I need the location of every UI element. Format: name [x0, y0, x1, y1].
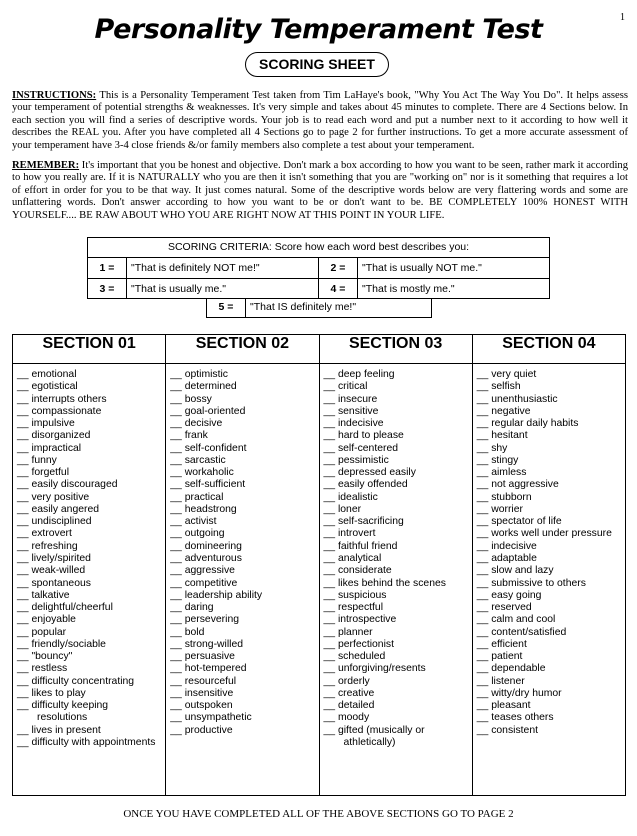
- section-title: SECTION 03: [320, 335, 472, 364]
- score-word-item[interactable]: __ sarcastic: [170, 455, 318, 467]
- score-word-item[interactable]: __ goal-oriented: [170, 406, 318, 418]
- score-word-item[interactable]: __ witty/dry humor: [477, 688, 625, 700]
- score-word-item[interactable]: __ efficient: [477, 639, 625, 651]
- score-word-item[interactable]: __ indecisive: [477, 541, 625, 553]
- score-word-item[interactable]: __ reserved: [477, 602, 625, 614]
- score-word-item[interactable]: __ self-sufficient: [170, 479, 318, 491]
- score-word-item[interactable]: __ weak-willed: [17, 565, 165, 577]
- score-word-item[interactable]: __ content/satisfied: [477, 627, 625, 639]
- score-word-item[interactable]: __ patient: [477, 651, 625, 663]
- criteria-item: [318, 279, 549, 299]
- score-word-item[interactable]: __ self-centered: [324, 443, 472, 455]
- score-word-item[interactable]: __ bossy: [170, 394, 318, 406]
- score-word-item[interactable]: __ undisciplined: [17, 516, 165, 528]
- score-word-item[interactable]: __ emotional: [17, 369, 165, 381]
- score-word-item[interactable]: __ sensitive: [324, 406, 472, 418]
- score-word-item[interactable]: __ teases others: [477, 712, 625, 724]
- criteria-item: [88, 279, 318, 299]
- score-word-item[interactable]: __ frank: [170, 430, 318, 442]
- score-word-item[interactable]: __ egotistical: [17, 381, 165, 393]
- score-word-item[interactable]: __ idealistic: [324, 492, 472, 504]
- score-word-item[interactable]: __ practical: [170, 492, 318, 504]
- score-word-item[interactable]: __ selfish: [477, 381, 625, 393]
- score-word-item[interactable]: __ worrier: [477, 504, 625, 516]
- score-word-item[interactable]: __ adaptable: [477, 553, 625, 565]
- score-word-item[interactable]: __ respectful: [324, 602, 472, 614]
- score-word-item[interactable]: __ enjoyable: [17, 614, 165, 626]
- score-word-continuation: resolutions: [37, 712, 88, 724]
- word-list: [13, 364, 165, 749]
- score-word-item[interactable]: __ bold: [170, 627, 318, 639]
- score-word-item[interactable]: __ spontaneous: [17, 578, 165, 590]
- score-word-item[interactable]: __ aggressive: [170, 565, 318, 577]
- section-02: [165, 335, 318, 795]
- score-word-item[interactable]: __ self-confident: [170, 443, 318, 455]
- score-word-item[interactable]: __ competitive: [170, 578, 318, 590]
- criteria-number: 1 =: [88, 258, 127, 278]
- score-word-item[interactable]: __ moody: [324, 712, 472, 724]
- score-word-item[interactable]: __ strong-willed: [170, 639, 318, 651]
- section-title: SECTION 01: [13, 335, 165, 364]
- score-word-item[interactable]: __ forgetful: [17, 467, 165, 479]
- word-list: [166, 364, 318, 737]
- instructions-paragraph: [12, 90, 628, 152]
- word-list: [320, 364, 472, 749]
- score-word-item[interactable]: __ productive: [170, 725, 318, 737]
- section-title: SECTION 04: [473, 335, 625, 364]
- score-word-item[interactable]: __ considerate: [324, 565, 472, 577]
- instructions-text: This is a Personality Temperament Test taken from Tim LaHaye's book, "Why You Act The Way You Do". It helps assess your temperament of potential strengths & weaknesses. It's very simple and takes about 45 minutes to complete. There are 4 Sections below. In each section you will find a series of descriptive words. Your job is to read each word and put a number next to it according to how well it describes the REAL you. After you have completed all 4 Sections go to page 2 for further instructions. To get a more accurate assessment of your temperament have 3-4 close friends &/or family members also complete a test about your temperament.: [12, 90, 628, 151]
- section-03: [319, 335, 472, 795]
- score-word-item[interactable]: __ calm and cool: [477, 614, 625, 626]
- score-word-item[interactable]: __ restless: [17, 663, 165, 675]
- criteria-text: "That is mostly me.": [362, 283, 455, 295]
- score-word-item[interactable]: __ stubborn: [477, 492, 625, 504]
- instructions-label: INSTRUCTIONS:: [12, 90, 97, 101]
- scoring-sheet-badge: SCORING SHEET: [245, 52, 389, 77]
- footer-note: ONCE YOU HAVE COMPLETED ALL OF THE ABOVE SECTIONS GO TO PAGE 2: [123, 808, 514, 820]
- score-word-item[interactable]: __ adventurous: [170, 553, 318, 565]
- score-word-item[interactable]: __ unsympathetic: [170, 712, 318, 724]
- score-word-item[interactable]: __ optimistic: [170, 369, 318, 381]
- score-word-item[interactable]: __ aimless: [477, 467, 625, 479]
- score-word-item[interactable]: __ planner: [324, 627, 472, 639]
- score-word-item[interactable]: __ hesitant: [477, 430, 625, 442]
- score-word-item[interactable]: __ unforgiving/resents: [324, 663, 472, 675]
- score-word-item[interactable]: __ faithful friend: [324, 541, 472, 553]
- score-word-item[interactable]: __ popular: [17, 627, 165, 639]
- score-word-item[interactable]: __ "bouncy": [17, 651, 165, 663]
- score-word-item[interactable]: __ lives in present: [17, 725, 165, 737]
- score-word-item[interactable]: __ easily angered: [17, 504, 165, 516]
- score-word-item[interactable]: __ domineering: [170, 541, 318, 553]
- criteria-text: "That is usually me.": [131, 283, 226, 295]
- score-word-item[interactable]: __ difficulty with appointments: [17, 737, 165, 749]
- score-word-item[interactable]: __ determined: [170, 381, 318, 393]
- score-word-item[interactable]: __ headstrong: [170, 504, 318, 516]
- score-word-item[interactable]: __ shy: [477, 443, 625, 455]
- score-word-item[interactable]: __ creative: [324, 688, 472, 700]
- criteria-row: [88, 258, 549, 279]
- criteria-item: [206, 298, 432, 318]
- remember-paragraph: [12, 160, 628, 222]
- score-word-item[interactable]: __ delightful/cheerful: [17, 602, 165, 614]
- criteria-text: "That is definitely NOT me!": [131, 262, 260, 274]
- score-word-item[interactable]: __ hard to please: [324, 430, 472, 442]
- score-word-item[interactable]: __ interrupts others: [17, 394, 165, 406]
- score-word-item[interactable]: __ friendly/sociable: [17, 639, 165, 651]
- criteria-number: 3 =: [88, 279, 127, 299]
- score-word-item[interactable]: __ difficulty keeping: [17, 700, 165, 712]
- score-word-item[interactable]: __ slow and lazy: [477, 565, 625, 577]
- score-word-item[interactable]: __ loner: [324, 504, 472, 516]
- criteria-item: [318, 258, 549, 278]
- remember-label: REMEMBER:: [12, 160, 80, 171]
- section-01: [13, 335, 165, 795]
- score-word-item[interactable]: __ outgoing: [170, 528, 318, 540]
- criteria-item: [88, 258, 318, 278]
- score-word-item[interactable]: __ very quiet: [477, 369, 625, 381]
- score-word-item[interactable]: __ compassionate: [17, 406, 165, 418]
- score-word-item[interactable]: __ activist: [170, 516, 318, 528]
- score-word-item[interactable]: __ critical: [324, 381, 472, 393]
- score-word-item[interactable]: __ easily discouraged: [17, 479, 165, 491]
- score-word-item[interactable]: __ introvert: [324, 528, 472, 540]
- section-title: SECTION 02: [166, 335, 318, 364]
- score-word-item[interactable]: __ gifted (musically or: [324, 725, 472, 737]
- score-word-item[interactable]: __ persevering: [170, 614, 318, 626]
- score-word-item[interactable]: __ talkative: [17, 590, 165, 602]
- scoring-criteria-table: [87, 237, 550, 299]
- score-word-item[interactable]: __ insensitive: [170, 688, 318, 700]
- criteria-text: "That IS definitely me!": [250, 301, 357, 313]
- score-word-item[interactable]: __ easy going: [477, 590, 625, 602]
- page-title: Personality Temperament Test: [94, 14, 543, 45]
- score-word-item[interactable]: __ listener: [477, 676, 625, 688]
- score-word-item[interactable]: __ not aggressive: [477, 479, 625, 491]
- score-word-item[interactable]: __ spectator of life: [477, 516, 625, 528]
- score-word-item[interactable]: __ analytical: [324, 553, 472, 565]
- score-word-item[interactable]: __ suspicious: [324, 590, 472, 602]
- score-word-item[interactable]: __ leadership ability: [170, 590, 318, 602]
- score-word-item[interactable]: __ deep feeling: [324, 369, 472, 381]
- score-word-item[interactable]: __ workaholic: [170, 467, 318, 479]
- score-word-item[interactable]: __ unenthusiastic: [477, 394, 625, 406]
- score-word-item[interactable]: __ indecisive: [324, 418, 472, 430]
- score-word-item[interactable]: __ negative: [477, 406, 625, 418]
- score-word-item[interactable]: __ impulsive: [17, 418, 165, 430]
- section-04: [472, 335, 625, 795]
- score-word-item[interactable]: __ easily offended: [324, 479, 472, 491]
- criteria-number: 4 =: [319, 279, 358, 299]
- score-word-item[interactable]: __ depressed easily: [324, 467, 472, 479]
- score-word-item[interactable]: __ pleasant: [477, 700, 625, 712]
- score-word-item[interactable]: __ funny: [17, 455, 165, 467]
- score-word-item[interactable]: __ scheduled: [324, 651, 472, 663]
- scoring-criteria-heading: SCORING CRITERIA: Score how each word best describes you:: [88, 238, 549, 258]
- score-word-item[interactable]: __ insecure: [324, 394, 472, 406]
- score-word-item[interactable]: __ hot-tempered: [170, 663, 318, 675]
- score-word-item[interactable]: __ perfectionist: [324, 639, 472, 651]
- score-word-item[interactable]: __ refreshing: [17, 541, 165, 553]
- score-word-item[interactable]: __ submissive to others: [477, 578, 625, 590]
- score-word-item[interactable]: __ works well under pressure: [477, 528, 625, 540]
- score-word-item[interactable]: __ impractical: [17, 443, 165, 455]
- score-word-item[interactable]: __ consistent: [477, 725, 625, 737]
- score-word-item[interactable]: __ pessimistic: [324, 455, 472, 467]
- word-list: [473, 364, 625, 737]
- score-word-item[interactable]: __ dependable: [477, 663, 625, 675]
- score-word-item[interactable]: __ persuasive: [170, 651, 318, 663]
- score-word-item[interactable]: __ introspective: [324, 614, 472, 626]
- score-word-item[interactable]: __ very positive: [17, 492, 165, 504]
- criteria-number: 2 =: [319, 258, 358, 278]
- score-word-item[interactable]: __ decisive: [170, 418, 318, 430]
- score-word-item[interactable]: __ difficulty concentrating: [17, 676, 165, 688]
- criteria-number: 5 =: [207, 299, 246, 317]
- score-word-item[interactable]: __ likes behind the scenes: [324, 578, 472, 590]
- score-word-item[interactable]: __ self-sacrificing: [324, 516, 472, 528]
- score-word-item[interactable]: __ disorganized: [17, 430, 165, 442]
- sections-table: [12, 334, 626, 796]
- score-word-item[interactable]: __ regular daily habits: [477, 418, 625, 430]
- score-word-item[interactable]: __ resourceful: [170, 676, 318, 688]
- criteria-text: "That is usually NOT me.": [362, 262, 482, 274]
- score-word-item[interactable]: __ daring: [170, 602, 318, 614]
- criteria-row: [88, 279, 549, 299]
- score-word-item[interactable]: __ extrovert: [17, 528, 165, 540]
- page-number: 1: [620, 12, 625, 23]
- score-word-item[interactable]: __ orderly: [324, 676, 472, 688]
- score-word-item[interactable]: __ lively/spirited: [17, 553, 165, 565]
- score-word-item[interactable]: __ likes to play: [17, 688, 165, 700]
- score-word-continuation: athletically): [343, 736, 396, 748]
- score-word-item[interactable]: __ outspoken: [170, 700, 318, 712]
- score-word-item[interactable]: __ detailed: [324, 700, 472, 712]
- remember-text: It's important that you be honest and objective. Don't mark a box according to how you want to be seen, rather mark it according to how you really are. If it is NATURALLY who you are then it isn't something that you are "working on" nor is it something that requires a lot of effort in order for you to be that way. It just comes natural. Some of the descriptive words below are very flattering words and some are unflattering words. Don't answer according to how you want to be or don't want to be. BE COMPLETELY 100% HONEST WITH YOURSELF.... BE RAW ABOUT WHO YOU ARE RIGHT NOW AT THIS POINT IN YOUR LIFE.: [12, 160, 628, 221]
- score-word-item[interactable]: __ stingy: [477, 455, 625, 467]
